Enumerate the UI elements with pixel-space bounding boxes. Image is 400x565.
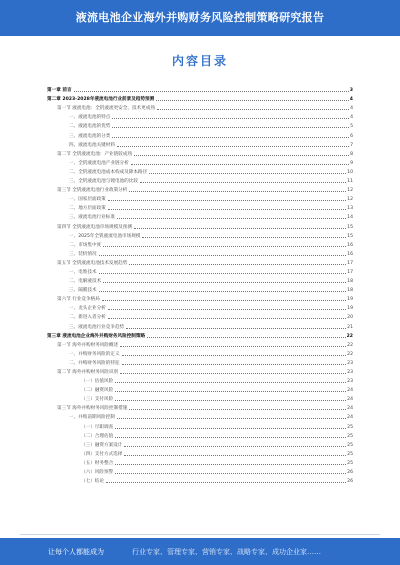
toc-entry[interactable] [47,220,353,229]
toc-heading: 内容目录 [171,54,228,68]
toc-entry[interactable] [47,257,353,266]
toc-leader-dots [112,137,349,138]
toc-entry-page: 6 [350,133,353,139]
toc-entry-page: 15 [347,224,353,230]
toc-entry[interactable] [47,320,353,329]
toc-entry-title: （七）结论 [81,479,104,485]
toc-entry-page: 10 [347,169,353,175]
toc-entry-title: （三）支付风险 [81,397,114,403]
toc-leader-dots [99,255,347,256]
toc-entry-title: 第六节 行业竞争格局 [57,297,100,303]
toc-leader-dots [103,246,346,247]
toc-entry-page: 25 [347,460,353,466]
toc-leader-dots [117,218,346,219]
toc-entry-page: 13 [347,206,353,212]
toc-entry-page: 24 [347,397,353,403]
toc-entry-title: 二、全钒液流电池成本构成及降本路径 [69,169,148,175]
toc-entry-page: 22 [347,342,353,348]
toc-leader-dots [117,146,349,147]
toc-entry-title: （四）支付方式选择 [81,451,123,457]
toc-leader-dots [102,300,346,301]
toc-entry-title: 第五节 全钒液流电池技术发展趋势 [57,260,128,266]
toc-entry[interactable] [47,375,353,384]
toc-entry[interactable] [47,384,353,393]
toc-entry[interactable] [47,420,353,429]
toc-leader-dots [112,127,349,128]
toc-entry-title: （一）尽职调查 [81,424,114,430]
toc-leader-dots [99,291,347,292]
toc-entry-page: 15 [347,233,353,239]
toc-entry[interactable] [47,230,353,239]
toc-entry-page: 14 [347,215,353,221]
toc-entry-page: 24 [347,406,353,412]
toc-entry[interactable] [47,348,353,357]
toc-entry[interactable] [47,248,353,257]
toc-entry-title: 二、并购财务风险的特征 [69,360,120,366]
toc-entry-title: （二）融资风险 [81,388,114,394]
toc-entry-page: 24 [347,415,353,421]
toc-entry[interactable] [47,448,353,457]
toc-entry-page: 23 [347,360,353,366]
toc-leader-dots [126,328,346,329]
toc-entry-title: 第二章 2023-2028年液流电池行业前景及趋势预测 [47,97,155,103]
toc-entry-title: 二、新进入者分析 [69,315,106,321]
toc-entry-title: 第四节 全钒液流电池市场规模及预测 [57,224,132,230]
toc-entry-title: （五）财务整合 [81,460,114,466]
toc-entry-page: 11 [347,179,353,185]
toc-entry-page: 4 [349,97,353,103]
toc-entry-page: 25 [347,442,353,448]
toc-leader-dots [134,228,346,229]
report-title: 液流电池企业海外并购财务风险控制策略研究报告 [75,11,325,24]
toc-leader-dots [115,382,346,383]
toc-entry-page: 9 [350,160,353,166]
toc-entry-page: 17 [347,269,353,275]
toc-entry-title: 一、2025年全钒液流电池市场规模 [69,233,141,239]
toc-entry-title: 二、市场集中度 [69,242,102,248]
toc-leader-dots [131,164,349,165]
toc-leader-dots [115,391,346,392]
toc-leader-dots [115,464,346,465]
toc-entry[interactable] [47,139,353,148]
toc-entry-title: 一、并购财务风险的定义 [69,351,120,357]
toc-entry-title: 三、隔膜技术 [69,288,97,294]
toc-entry-title: 三、液流电池行业标准 [69,215,115,221]
toc-leader-dots [129,409,346,410]
toc-entry[interactable] [47,266,353,275]
toc-entry-title: 一、全钒液流电池产业链分析 [69,160,129,166]
toc-entry-page: 20 [347,315,353,321]
toc-leader-dots [140,182,346,183]
toc-entry-title: 第一节 海外并购财务风险概述 [57,342,119,348]
toc-entry[interactable] [47,93,353,102]
toc-entry[interactable] [47,330,353,339]
toc-entry-page: 26 [347,479,353,485]
toc-entry[interactable] [47,366,353,375]
toc-entry[interactable] [47,166,353,175]
toc-entry-title: 第二节 全钒液流电池：产业链较成熟 [57,151,132,157]
footer-tagline: 行业专家、管理专家、营销专家、战略专家、成功企业家…… [132,548,321,556]
toc-entry-page: 18 [347,288,353,294]
toc-entry-title: （六）风险预警 [81,470,114,476]
toc-entry-page: 16 [347,251,353,257]
table-of-contents [47,84,353,484]
toc-entry[interactable] [47,284,353,293]
toc-entry-title: 二、电解液技术 [69,279,102,285]
toc-entry-title: 一、并购前期风险控制 [69,415,115,421]
toc-entry-title: 一、国家层面政策 [69,197,106,203]
toc-leader-dots [74,91,349,92]
toc-entry[interactable] [47,175,353,184]
toc-leader-dots [108,318,346,319]
footer-slogan: 让每个人都能成为 [48,548,104,556]
toc-entry[interactable] [47,393,353,402]
toc-entry[interactable] [47,102,353,111]
toc-leader-dots [147,337,346,338]
toc-entry-title: 第二节 海外并购财务风险识别 [57,370,119,375]
toc-entry[interactable] [47,402,353,411]
toc-entry[interactable] [47,239,353,248]
toc-entry[interactable] [47,293,353,302]
toc-entry-page: 25 [347,433,353,439]
toc-entry-page: 22 [347,351,353,357]
toc-leader-dots [108,200,346,201]
toc-entry-title: 一、液流电池的特点 [69,115,111,121]
toc-leader-dots [108,309,346,310]
toc-entry[interactable] [47,439,353,448]
toc-entry[interactable] [47,466,353,475]
toc-entry-page: 16 [347,242,353,248]
toc-leader-dots [115,473,346,474]
toc-leader-dots [120,346,346,347]
toc-entry[interactable] [47,202,353,211]
toc-entry-page: 23 [347,370,353,375]
toc-entry[interactable] [47,357,353,366]
footer-divider [20,534,380,535]
toc-entry-page: 23 [347,379,353,385]
toc-leader-dots [115,428,346,429]
page-footer [0,538,400,565]
toc-entry[interactable] [47,84,353,93]
toc-leader-dots [112,118,349,119]
toc-entry-title: 二、地方层面政策 [69,206,106,212]
toc-leader-dots [142,237,346,238]
toc-entry-page: 4 [350,106,353,112]
toc-entry-title: 第三节 海外并购财务风险控制措施 [57,406,128,412]
toc-entry-page: 25 [347,451,353,457]
toc-entry-title: 第三章 液流电池企业海外并购财务风险控制策略 [47,333,146,339]
toc-entry-page: 7 [350,142,353,148]
toc-entry-page: 8 [350,151,353,157]
toc-entry[interactable] [47,411,353,420]
toc-leader-dots [115,437,346,438]
toc-leader-dots [120,373,346,374]
toc-entry-title: 三、装机情况 [69,251,97,257]
toc-entry-page: 12 [347,197,353,203]
toc-entry[interactable] [47,457,353,466]
toc-entry-title: 一、龙头企业分析 [69,306,106,312]
toc-entry-page: 3 [349,88,353,94]
toc-entry-page: 26 [347,470,353,476]
toc-leader-dots [106,482,346,483]
toc-leader-dots [156,100,349,101]
toc-entry-title: 三、液流电池的分类 [69,133,111,139]
toc-entry-page: 22 [346,333,353,339]
toc-entry-page: 5 [350,124,353,130]
toc-entry-title: 四、液流电池关键材料 [69,142,115,148]
toc-leader-dots [99,273,347,274]
toc-entry[interactable] [47,120,353,129]
toc-entry[interactable] [47,311,353,320]
toc-entry-title: 三、液流电池行业竞争趋势 [69,324,125,330]
toc-leader-dots [124,455,346,456]
toc-entry-page: 25 [347,424,353,430]
toc-entry-title: 三、全钒液流电池与锂电池的比较 [69,179,138,185]
toc-entry[interactable] [47,184,353,193]
toc-leader-dots [122,364,347,365]
toc-entry-title: （二）合理估值 [81,433,114,439]
toc-leader-dots [115,400,346,401]
toc-entry[interactable] [47,430,353,439]
toc-entry-page: 18 [347,279,353,285]
toc-divider [40,72,360,73]
toc-leader-dots [124,446,346,447]
toc-entry[interactable] [47,157,353,166]
toc-leader-dots [129,191,346,192]
toc-entry-page: 17 [347,260,353,266]
toc-entry[interactable] [47,211,353,220]
toc-entry-title: 二、液流电池的优势 [69,124,111,130]
toc-entry-page: 19 [347,306,353,312]
toc-entry-page: 12 [347,188,353,194]
toc-entry[interactable] [47,129,353,138]
toc-entry-title: 第一章 前言 [47,88,72,94]
toc-entry-title: 一、电堆技术 [69,269,97,275]
toc-entry[interactable] [47,275,353,284]
toc-leader-dots [108,209,346,210]
toc-entry-page: 24 [347,388,353,394]
toc-entry-title: （三）融资方案设计 [81,442,123,448]
toc-leader-dots [157,109,349,110]
toc-entry-page: 21 [347,324,353,330]
toc-leader-dots [117,418,346,419]
toc-entry[interactable] [47,111,353,120]
toc-entry[interactable] [47,193,353,202]
toc-entry[interactable] [47,339,353,348]
toc-entry-title: 第一节 液流电池：全钒液流更安全、技术更成熟 [57,106,155,112]
toc-entry-title: 第三节 全钒液流电池行业政策分析 [57,188,128,194]
report-header [0,0,400,36]
toc-entry[interactable] [47,475,353,484]
toc-leader-dots [134,155,349,156]
toc-entry-title: （一）估值风险 [81,379,114,385]
toc-leader-dots [129,264,346,265]
toc-entry[interactable] [47,302,353,311]
toc-entry-page: 19 [347,297,353,303]
toc-leader-dots [122,355,347,356]
toc-entry[interactable] [47,148,353,157]
toc-leader-dots [103,282,346,283]
toc-entry-page: 4 [350,115,353,121]
toc-leader-dots [149,173,346,174]
